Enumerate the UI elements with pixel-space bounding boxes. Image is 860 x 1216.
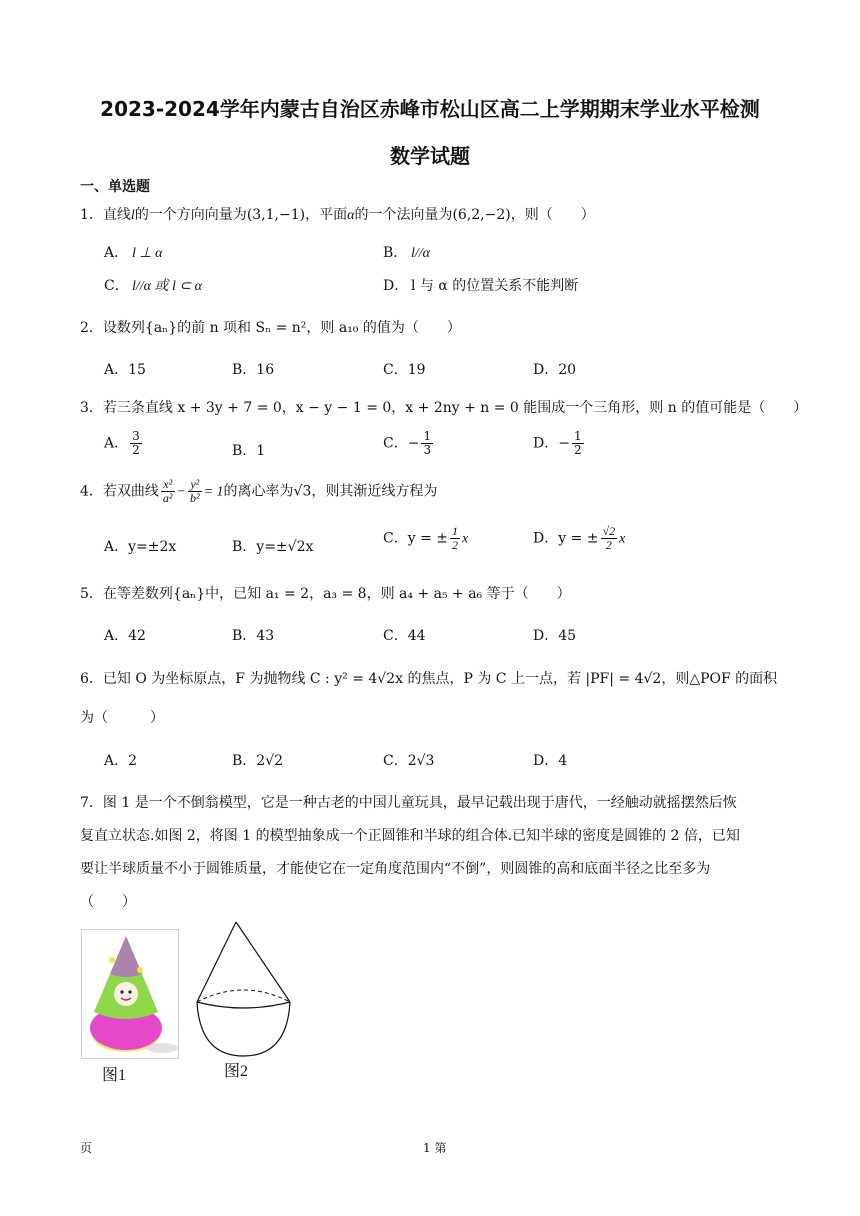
question-2-stem: 2．设数列{aₙ}的前 n 项和 Sₙ = n²，则 a₁₀ 的值为（ ） [80, 320, 461, 336]
q2-option-c: C．19 [383, 362, 426, 378]
q2-option-d: D．20 [533, 362, 577, 378]
question-6-stem: 6．已知 O 为坐标原点，F 为抛物线 C : y² = 4√2x 的焦点，P 为 C 上一点，若 |PF| = 4√2，则△POF 的面积 [80, 671, 778, 687]
tumbler-toy-photo [81, 929, 179, 1059]
title-line-2: 数学试题 [390, 144, 470, 168]
q5-option-a: A．42 [104, 628, 146, 644]
q6-option-d: D．4 [533, 753, 568, 769]
q1-option-a: A． l ⊥ α [104, 245, 163, 261]
q5-option-b: B．43 [232, 628, 275, 644]
question-7-line-4: （ ） [80, 894, 136, 910]
q2-option-b: B．16 [232, 362, 275, 378]
q6-option-a: A．2 [104, 753, 138, 769]
q3-option-a: A． $\frac{3}{2}$ [104, 429, 140, 457]
q3-option-b: B．1 [232, 443, 266, 459]
q3-option-c: C．− $\frac{1}{3}$ [383, 429, 432, 457]
figure-2-caption: 图2 [224, 1063, 249, 1080]
question-7-line-1: 7．图 1 是一个不倒翁模型，它是一种古老的中国儿童玩具，最早记载出现于唐代，一经触动就摇摆然后恢 [80, 795, 737, 811]
question-3-stem: 3．若三条直线 x + 3y + 7 = 0，x − y − 1 = 0，x + 2ny + n = 0 能围成一个三角形，则 n 的值可能是（ ） [80, 400, 808, 416]
q1-option-b: B． l//α [383, 245, 431, 261]
q4-option-d: D．y = ± $\frac{√2}{2}$ x [533, 524, 626, 552]
question-4-stem: 4．若双曲线 $\frac{\text{x²}}{\text{a²}}$ − $\frac{\text{y²}}{\text{b²}}$ = 1的离心率为√3，则其渐近线方程为 [80, 477, 438, 505]
question-5-stem: 5．在等差数列{aₙ}中，已知 a₁ = 2，a₃ = 8，则 a₄ + a₅ + a₆ 等于（ ） [80, 586, 571, 602]
q1-option-d: D． l 与 α 的位置关系不能判断 [383, 278, 579, 294]
question-7-line-3: 要让半球质量不小于圆锥质量，才能使它在一定角度范围内“不倒”，则圆锥的高和底面半径之比至多为 [80, 861, 711, 877]
q5-option-d: D．45 [533, 628, 577, 644]
footer-page-number: 1 第 [423, 1141, 447, 1155]
section-heading: 一、单选题 [80, 179, 150, 195]
q3-option-d: D．− $\frac{1}{2}$ [533, 429, 582, 457]
q4-option-c: C．y = ± $\frac{1}{2}$ x [383, 524, 469, 552]
q1-option-c: C． l//α 或 l ⊂ α [104, 278, 202, 294]
figure-1-caption: 图1 [102, 1067, 127, 1084]
question-1-stem: 1．直线l的一个方向向量为(3,1,−1)，平面α的一个法向量为(6,2,−2)，则（ ） [80, 207, 595, 223]
cone-hemisphere-diagram [194, 918, 294, 1058]
q4-option-a: A．y=±2x [104, 539, 177, 555]
q5-option-c: C．44 [383, 628, 426, 644]
title-line-1: 2023-2024学年内蒙古自治区赤峰市松山区高二上学期期末学业水平检测 [100, 97, 760, 121]
q6-option-c: C．2√3 [383, 753, 435, 769]
q4-option-b: B．y=±√2x [232, 539, 314, 555]
q6-option-b: B．2√2 [232, 753, 284, 769]
q2-option-a: A．15 [104, 362, 146, 378]
footer-left: 页 [80, 1141, 93, 1155]
question-6-stem-2: 为（ ） [80, 710, 164, 726]
question-7-line-2: 复直立状态.如图 2，将图 1 的模型抽象成一个正圆锥和半球的组合体.已知半球的密度是圆锥的 2 倍，已知 [80, 828, 740, 844]
